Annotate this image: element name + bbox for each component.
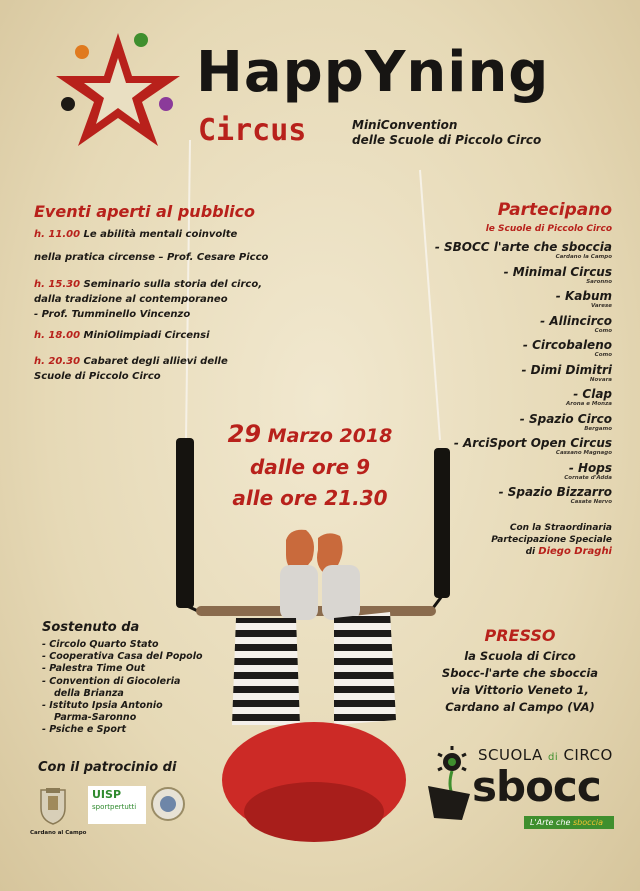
venue-line: la Scuola di Circo [464, 649, 576, 663]
special-prefix: di [525, 547, 536, 557]
participant-name: - Allincirco [540, 313, 612, 328]
participant-city: Como [594, 352, 612, 358]
supporter-item: - Cooperativa Casa del Popolo [42, 651, 203, 663]
participant-city: Casate Nervo [570, 499, 612, 505]
tagline-line-1: MiniConvention [352, 118, 458, 132]
event-text: Cabaret degli allievi delle [83, 356, 228, 367]
participant-city: Novara [589, 376, 612, 383]
special-line-2: Partecipazione Speciale [491, 535, 612, 545]
tagline-line-2: delle Scuole di Piccolo Circo [352, 133, 542, 147]
sbocc-logo [418, 734, 618, 834]
participant-item [435, 485, 612, 510]
participant-item [435, 289, 612, 314]
poster-title: HappYning [196, 40, 550, 105]
participant-city: Cassano Magnago [555, 450, 612, 456]
date-start-time: dalle ore 9 [249, 455, 371, 479]
participant-name: - Spazio Bizzarro [498, 485, 612, 499]
event-text: Seminario sulla storia del circo, [83, 279, 263, 290]
uisp-sub: sportpertutti [92, 803, 137, 811]
participants-heading: Partecipano [497, 200, 612, 220]
event-text: Le abilità mentali coinvolte [83, 229, 238, 240]
participant-item [435, 314, 612, 339]
sbocc-tag-a: L'Arte che [530, 818, 573, 827]
supporter-item: - Psiche e Sport [42, 724, 127, 736]
sbocc-top-di: di [548, 752, 559, 763]
participant-name: - Minimal Circus [503, 264, 612, 279]
event-text: - Prof. Tumminello Vincenzo [34, 309, 191, 320]
venue-line: Sbocc-l'arte che sboccia [441, 666, 599, 680]
participant-city: Arona e Monza [565, 401, 612, 407]
sbocc-top-a: SCUOLA [478, 746, 543, 764]
sbocc-top-b: CIRCO [563, 746, 613, 764]
event-item [34, 354, 228, 384]
special-guest-name: Diego Draghi [538, 546, 612, 557]
event-text: nella pratica circense – Prof. Cesare Picco [34, 252, 269, 263]
event-date [190, 420, 430, 448]
event-time: h. 15.30 [34, 279, 81, 290]
supporter-item: della Brianza [54, 687, 124, 699]
left-leg [232, 618, 300, 725]
event-item [34, 227, 268, 265]
sbocc-tag-b: sboccia [572, 818, 604, 827]
date-end-time: alle ore 21.30 [232, 486, 388, 510]
cardano-crest-icon [36, 786, 70, 826]
event-time: h. 18.00 [34, 330, 81, 341]
event-text: Scuole di Piccolo Circo [34, 371, 161, 382]
event-text: MiniOlimpiadi Circensi [83, 330, 210, 341]
uisp-label: UISP [92, 788, 122, 801]
event-item [34, 277, 262, 322]
participant-city: Varese [591, 303, 612, 309]
event-time: h. 20.30 [34, 356, 81, 367]
participants-subheading: le Scuole di Piccolo Circo [485, 224, 612, 234]
participant-name: - Hops [568, 460, 612, 475]
venue-line: via Vittorio Veneto 1, [451, 683, 589, 697]
participant-city: Saronno [586, 278, 612, 285]
participants-list [435, 240, 612, 510]
supporter-item: Parma-Saronno [54, 712, 137, 724]
special-guest [491, 522, 612, 558]
star-logo-icon [48, 28, 188, 150]
event-item [34, 328, 210, 343]
participant-name: - Clap [573, 387, 612, 401]
supporter-item: - Circolo Quarto Stato [42, 639, 159, 650]
poster-subtitle: Circus [198, 113, 307, 148]
flower-pot-icon [418, 744, 476, 824]
participant-item [435, 338, 612, 363]
date-day: 29 [227, 420, 262, 448]
participant-name: - Kabum [555, 289, 612, 303]
participant-city: Cornate d'Adda [564, 474, 612, 481]
supporters-list [42, 639, 202, 737]
seal-icon [150, 786, 186, 822]
participant-name: - SBOCC l'arte che sboccia [434, 240, 612, 254]
participant-city: Cardano la Campo [555, 254, 612, 260]
participant-name: - Circobaleno [522, 338, 612, 352]
sbocc-name: sbocc [472, 762, 601, 811]
events-heading: Eventi aperti al pubblico [34, 202, 256, 221]
participant-name: - ArciSport Open Circus [453, 436, 612, 450]
supporter-item: - Istituto Ipsia Antonio [42, 700, 163, 712]
participant-item [435, 363, 612, 388]
supporter-item: - Convention di Giocoleria [42, 675, 181, 687]
uisp-logo [88, 786, 146, 824]
supporters-heading: Sostenuto da [42, 620, 140, 635]
tagline [352, 118, 541, 148]
participant-item [435, 412, 612, 437]
venue-heading: PRESSO [484, 626, 556, 645]
participant-city: Como [594, 327, 612, 334]
participant-item [435, 240, 612, 265]
participant-item [435, 265, 612, 290]
cardano-label: Cardano al Campo [30, 830, 87, 836]
date-month-year: Marzo 2018 [267, 425, 393, 447]
venue-address [430, 648, 610, 716]
participant-name: - Spazio Circo [519, 411, 612, 426]
sbocc-tagline [524, 816, 614, 829]
right-leg [334, 612, 396, 725]
event-text: dalla tradizione al contemporaneo [34, 294, 228, 305]
event-time: h. 11.00 [34, 229, 81, 240]
participant-item [435, 436, 612, 461]
participant-city: Bergamo [584, 425, 612, 432]
participant-name: - Dimi Dimitri [521, 362, 612, 377]
participant-item [435, 387, 612, 412]
special-line-1: Con la Straordinaria [509, 523, 612, 533]
supporter-item: - Palestra Time Out [42, 663, 146, 675]
venue-line: Cardano al Campo (VA) [445, 700, 595, 714]
participant-item [435, 461, 612, 486]
patronage-heading: Con il patrocinio di [38, 760, 177, 775]
